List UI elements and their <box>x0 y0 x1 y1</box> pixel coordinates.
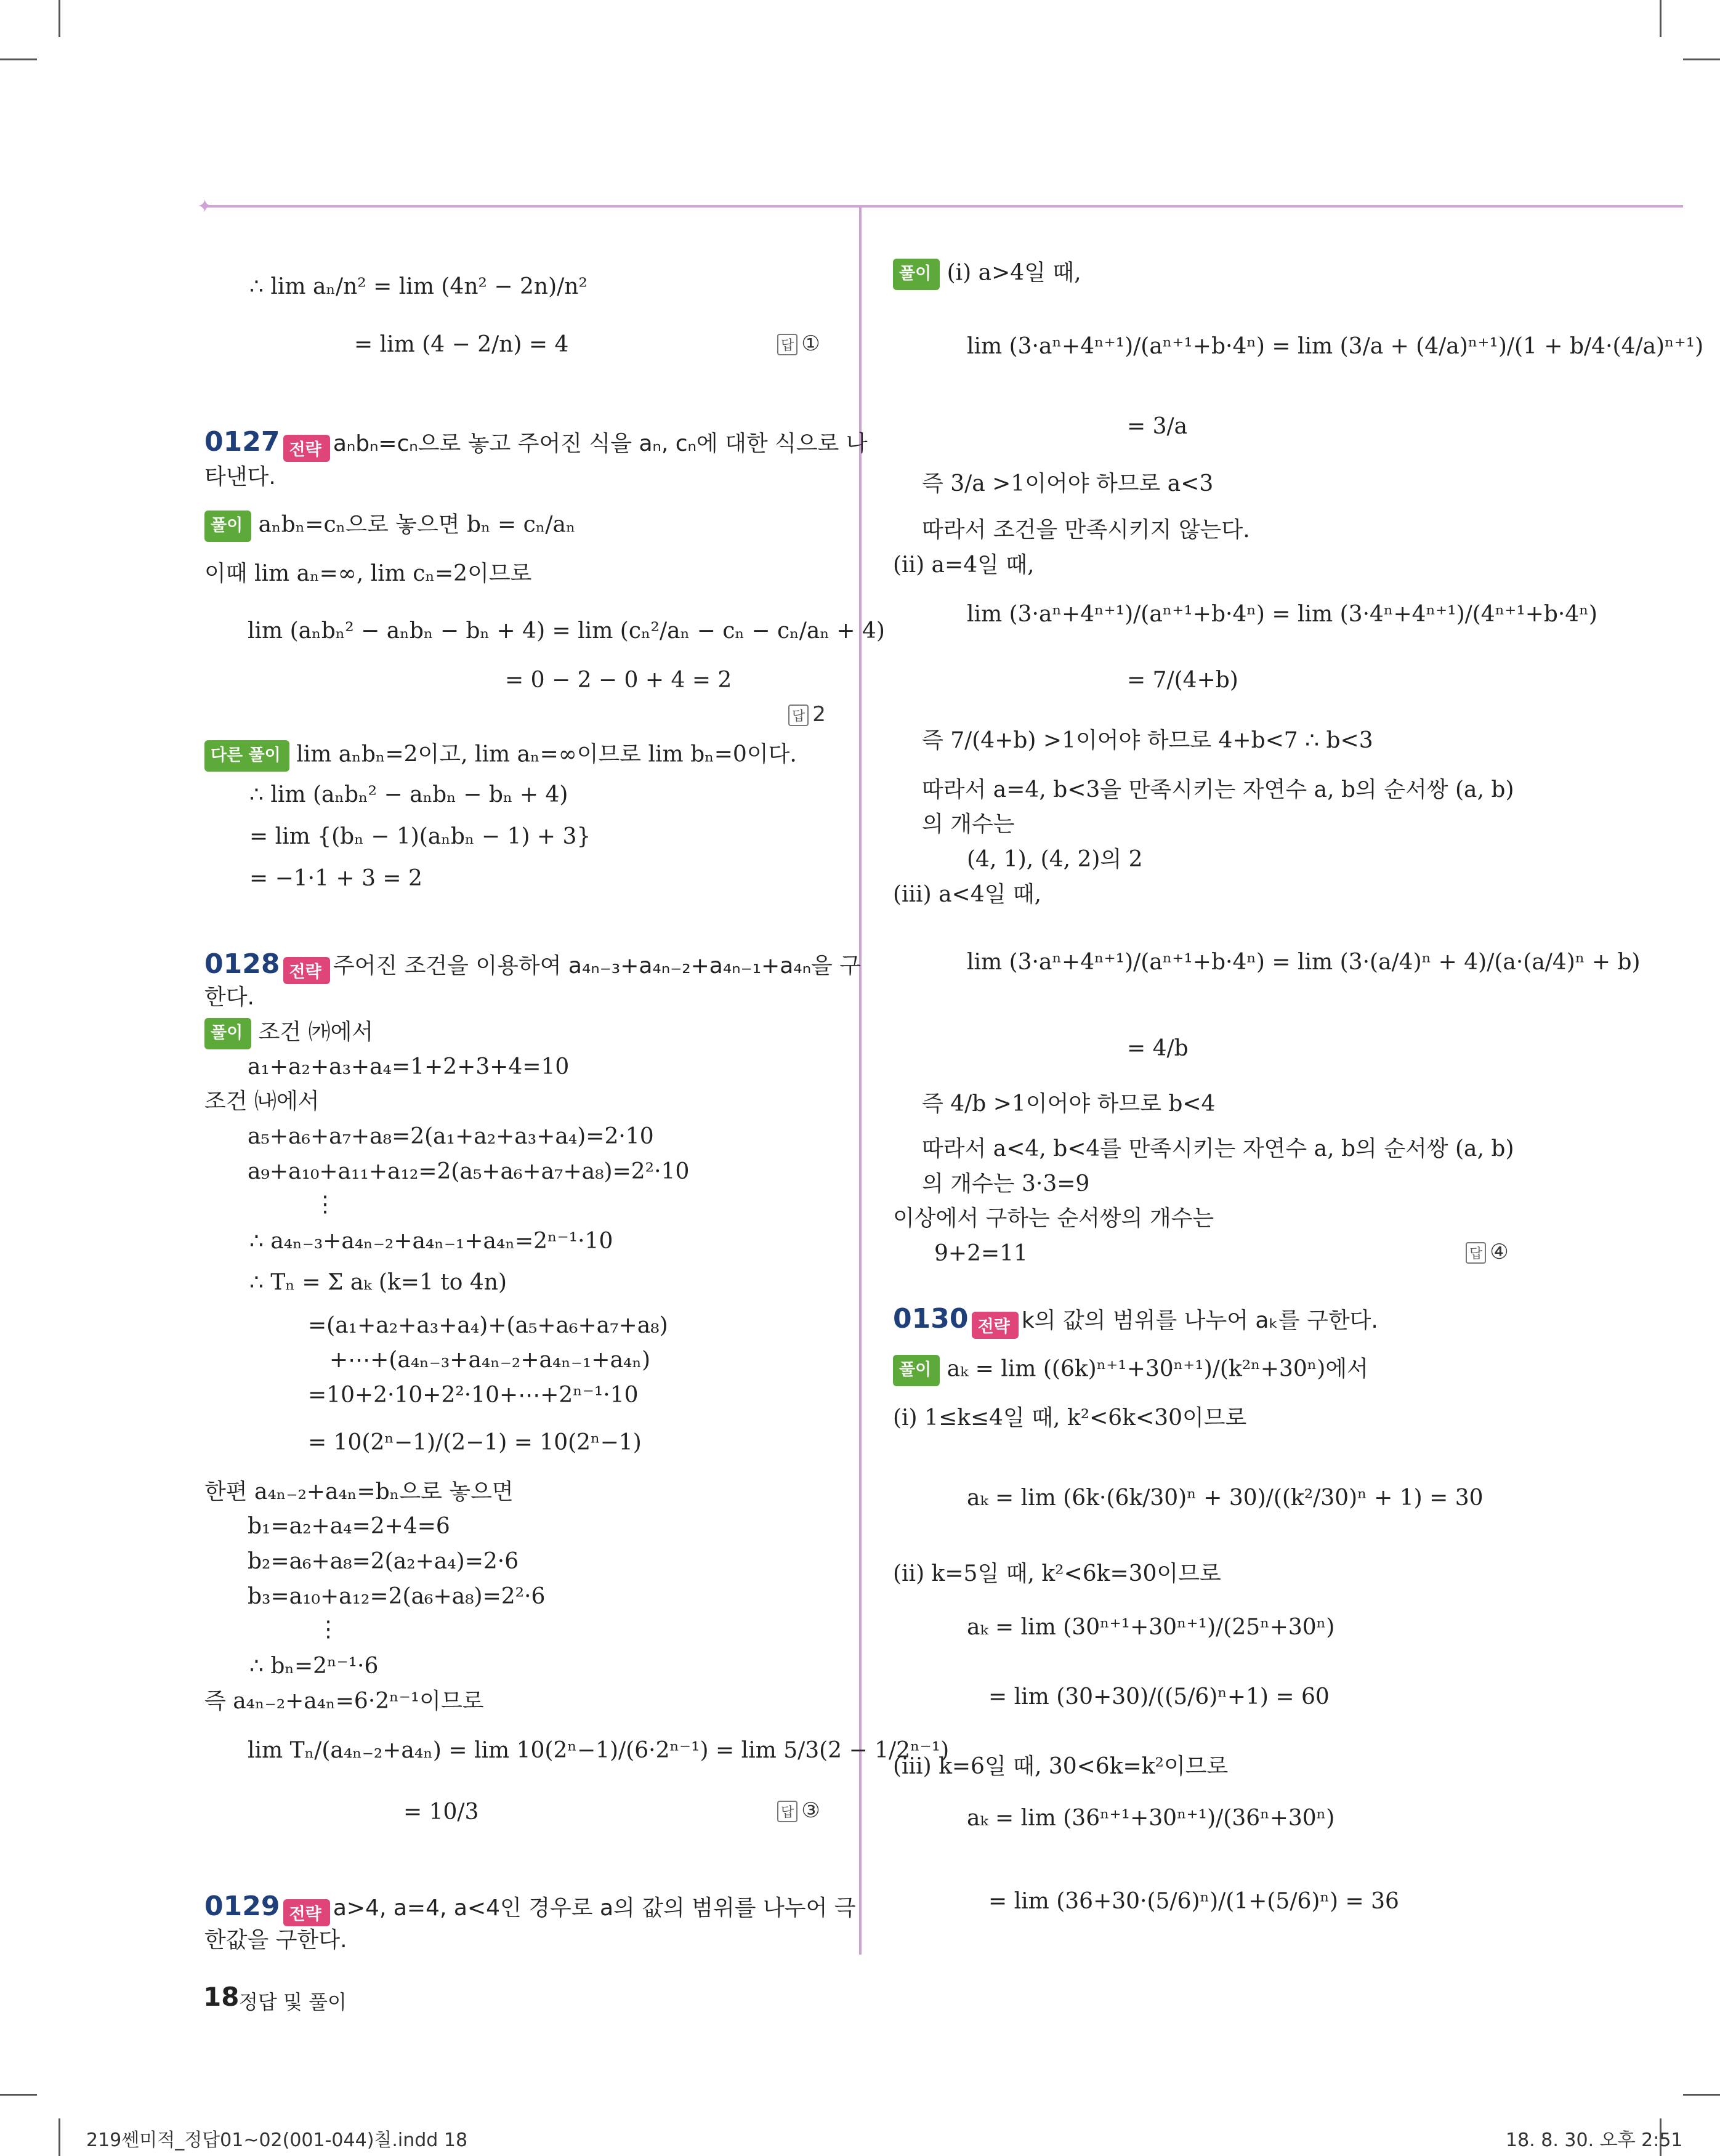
math-line: ∴ bₙ=2ⁿ⁻¹·6 <box>249 1653 379 1679</box>
solution-badge: 풀이 <box>893 1355 940 1386</box>
math-line: (ⅱ) a=4일 때, <box>893 552 1035 578</box>
strategy-text-cont: 한값을 구한다. <box>204 1928 347 1953</box>
column-divider <box>859 207 862 1955</box>
problem-header-0128 <box>204 948 861 984</box>
ellipsis: ⋮ <box>314 1192 336 1217</box>
math-line: =10+2·10+2²·10+⋯+2ⁿ⁻¹·10 <box>308 1383 639 1408</box>
math-line: 즉 4/b >1이어야 하므로 b<4 <box>922 1091 1216 1116</box>
crop-mark <box>0 2094 37 2096</box>
math-line: +⋯+(a₄ₙ₋₃+a₄ₙ₋₂+a₄ₙ₋₁+a₄ₙ) <box>329 1347 651 1373</box>
solution-line <box>893 1355 1368 1386</box>
math-line: (ⅱ) k=5일 때, k²<6k=30이므로 <box>893 1561 1221 1586</box>
math-line: a₉+a₁₀+a₁₁+a₁₂=2(a₅+a₆+a₇+a₈)=2²·10 <box>248 1159 690 1184</box>
problem-header-0127 <box>204 426 868 462</box>
math-line: (4, 1), (4, 2)의 2 <box>967 847 1143 872</box>
answer-marker: 답 2 <box>788 702 826 727</box>
strategy-text: a>4, a=4, a<4인 경우로 a의 값의 범위를 나누어 극 <box>333 1896 856 1921</box>
math-line: lim Tₙ/(a₄ₙ₋₂+a₄ₙ) = lim 10(2ⁿ−1)/(6·2ⁿ⁻¹) = lim 5/3(2 − 1/2ⁿ⁻¹) <box>248 1738 950 1763</box>
answer-marker: 답 ① <box>777 331 820 356</box>
section-label: 정답 및 풀이 <box>239 1990 347 2014</box>
math-line: lim (aₙbₙ² − aₙbₙ − bₙ + 4) = lim (cₙ²/aₙ − cₙ − cₙ/aₙ + 4) <box>248 618 885 644</box>
ellipsis: ⋮ <box>317 1617 339 1642</box>
math-line: b₁=a₂+a₄=2+4=6 <box>248 1514 450 1539</box>
solution-line <box>204 1018 373 1049</box>
math-line: 9+2=11 <box>934 1241 1028 1266</box>
solution-line <box>204 511 576 542</box>
footer-timestamp: 18. 8. 30. 오후 2:51 <box>1506 2130 1683 2151</box>
math-line: ∴ lim (aₙbₙ² − aₙbₙ − bₙ + 4) <box>249 782 568 807</box>
crop-mark <box>1683 2094 1720 2096</box>
crop-mark <box>1683 59 1720 60</box>
math-line: aₖ = lim ((6k)ⁿ⁺¹+30ⁿ⁺¹)/(k²ⁿ+30ⁿ)에서 <box>947 1356 1368 1382</box>
math-line: = 3/a <box>1127 414 1188 439</box>
math-line: ∴ Tₙ = Σ aₖ (k=1 to 4n) <box>249 1270 507 1295</box>
math-line: 한편 a₄ₙ₋₂+a₄ₙ=bₙ으로 놓으면 <box>204 1479 514 1504</box>
page-number: 18 <box>203 1982 240 2012</box>
math-line: aₖ = lim (30ⁿ⁺¹+30ⁿ⁺¹)/(25ⁿ+30ⁿ) <box>967 1615 1335 1640</box>
math-line: aₖ = lim (6k·(6k/30)ⁿ + 30)/((k²/30)ⁿ + 1) = 30 <box>967 1485 1484 1511</box>
math-line: = 10/3 <box>403 1799 479 1825</box>
problem-header-0130 <box>893 1303 1378 1339</box>
problem-header-0129 <box>204 1891 856 1926</box>
math-line: = 0 − 2 − 0 + 4 = 2 <box>505 668 732 693</box>
strategy-text-cont: 타낸다. <box>204 464 276 490</box>
math-line: (ⅰ) a>4일 때, <box>947 260 1081 286</box>
math-line: b₂=a₆+a₈=2(a₂+a₄)=2·6 <box>248 1549 519 1574</box>
math-line: a₅+a₆+a₇+a₈=2(a₁+a₂+a₃+a₄)=2·10 <box>248 1124 654 1149</box>
solution-badge: 풀이 <box>893 259 940 290</box>
math-line: =(a₁+a₂+a₃+a₄)+(a₅+a₆+a₇+a₈) <box>308 1313 668 1338</box>
math-line: = 10(2ⁿ−1)/(2−1) = 10(2ⁿ−1) <box>308 1430 642 1455</box>
strategy-text: 주어진 조건을 이용하여 a₄ₙ₋₃+a₄ₙ₋₂+a₄ₙ₋₁+a₄ₙ을 구 <box>333 953 862 979</box>
strategy-text: k의 값의 범위를 나누어 aₖ를 구한다. <box>1021 1308 1378 1333</box>
answer-marker: 답 ④ <box>1466 1240 1509 1264</box>
math-line: lim (3·aⁿ+4ⁿ⁺¹)/(aⁿ⁺¹+b·4ⁿ) = lim (3/a + (4/a)ⁿ⁺¹)/(1 + b/4·(4/a)ⁿ⁺¹) <box>967 334 1704 359</box>
math-line: (ⅲ) k=6일 때, 30<6k=k²이므로 <box>893 1754 1229 1779</box>
math-line: 따라서 a=4, b<3을 만족시키는 자연수 a, b의 순서쌍 (a, b) <box>922 777 1514 802</box>
strategy-text-cont: 한다. <box>204 985 254 1010</box>
math-line: lim aₙbₙ=2이고, lim aₙ=∞이므로 lim bₙ=0이다. <box>296 741 797 767</box>
math-line: = 7/(4+b) <box>1127 668 1238 693</box>
alt-solution-line <box>204 740 797 772</box>
math-line: aₙbₙ=cₙ으로 놓으면 bₙ = cₙ/aₙ <box>258 512 576 538</box>
crop-mark <box>1660 0 1661 37</box>
solution-line <box>893 259 1081 290</box>
math-line: 따라서 조건을 만족시키지 않는다. <box>922 517 1250 543</box>
problem-number: 0128 <box>204 948 280 980</box>
crop-mark <box>59 2118 60 2156</box>
top-divider <box>202 205 1683 208</box>
math-line: ∴ a₄ₙ₋₃+a₄ₙ₋₂+a₄ₙ₋₁+a₄ₙ=2ⁿ⁻¹·10 <box>249 1229 613 1254</box>
star-icon: ✦ <box>197 196 213 217</box>
math-line: = 4/b <box>1127 1036 1189 1061</box>
math-line: = −1·1 + 3 = 2 <box>249 866 422 891</box>
strategy-badge: 전략 <box>283 957 330 984</box>
problem-number: 0129 <box>204 1891 280 1922</box>
math-line: 즉 7/(4+b) >1이어야 하므로 4+b<7 ∴ b<3 <box>922 728 1373 753</box>
math-line: (ⅰ) 1≤k≤4일 때, k²<6k<30이므로 <box>893 1405 1247 1431</box>
alt-solution-badge: 다른 풀이 <box>204 740 289 772</box>
problem-number: 0127 <box>204 426 280 458</box>
math-line: = lim {(bₙ − 1)(aₙbₙ − 1) + 3} <box>249 824 591 849</box>
math-line: = lim (36+30·(5/6)ⁿ)/(1+(5/6)ⁿ) = 36 <box>988 1889 1399 1914</box>
math-line: a₁+a₂+a₃+a₄=1+2+3+4=10 <box>248 1054 570 1080</box>
math-line: 의 개수는 <box>922 812 1015 837</box>
solution-badge: 풀이 <box>204 511 251 542</box>
math-line: 이때 lim aₙ=∞, lim cₙ=2이므로 <box>204 561 532 586</box>
math-line: ∴ lim aₙ/n² = lim (4n² − 2n)/n² <box>249 274 587 299</box>
footer-filename: 219쎈미적_정답01~02(001-044)칠.indd 18 <box>86 2130 468 2151</box>
strategy-text: aₙbₙ=cₙ으로 놓고 주어진 식을 aₙ, cₙ에 대한 식으로 나 <box>333 431 868 456</box>
math-line: 즉 3/a >1이어야 하므로 a<3 <box>922 471 1214 496</box>
math-line: 즉 a₄ₙ₋₂+a₄ₙ=6·2ⁿ⁻¹이므로 <box>204 1689 484 1714</box>
solution-badge: 풀이 <box>204 1018 251 1049</box>
strategy-badge: 전략 <box>283 435 330 462</box>
crop-mark <box>0 59 37 60</box>
math-line: 의 개수는 3·3=9 <box>922 1171 1090 1197</box>
math-line: = lim (4 − 2/n) = 4 <box>354 332 569 357</box>
math-line: 조건 ㈎에서 <box>258 1019 374 1045</box>
math-line: 이상에서 구하는 순서쌍의 개수는 <box>893 1206 1214 1231</box>
math-line: b₃=a₁₀+a₁₂=2(a₆+a₈)=2²·6 <box>248 1584 546 1609</box>
math-line: lim (3·aⁿ+4ⁿ⁺¹)/(aⁿ⁺¹+b·4ⁿ) = lim (3·(a/4)ⁿ + 4)/(a·(a/4)ⁿ + b) <box>967 950 1641 975</box>
answer-marker: 답 ③ <box>777 1798 820 1823</box>
math-line: lim (3·aⁿ+4ⁿ⁺¹)/(aⁿ⁺¹+b·4ⁿ) = lim (3·4ⁿ+4ⁿ⁺¹)/(4ⁿ⁺¹+b·4ⁿ) <box>967 602 1597 627</box>
strategy-badge: 전략 <box>283 1899 330 1926</box>
math-line: (ⅲ) a<4일 때, <box>893 882 1042 907</box>
math-line: 조건 ㈏에서 <box>204 1089 320 1114</box>
crop-mark <box>59 0 60 37</box>
math-line: 따라서 a<4, b<4를 만족시키는 자연수 a, b의 순서쌍 (a, b) <box>922 1136 1514 1161</box>
math-line: = lim (30+30)/((5/6)ⁿ+1) = 60 <box>988 1684 1330 1710</box>
strategy-badge: 전략 <box>972 1312 1019 1339</box>
problem-number: 0130 <box>893 1303 969 1334</box>
math-line: aₖ = lim (36ⁿ⁺¹+30ⁿ⁺¹)/(36ⁿ+30ⁿ) <box>967 1806 1335 1831</box>
